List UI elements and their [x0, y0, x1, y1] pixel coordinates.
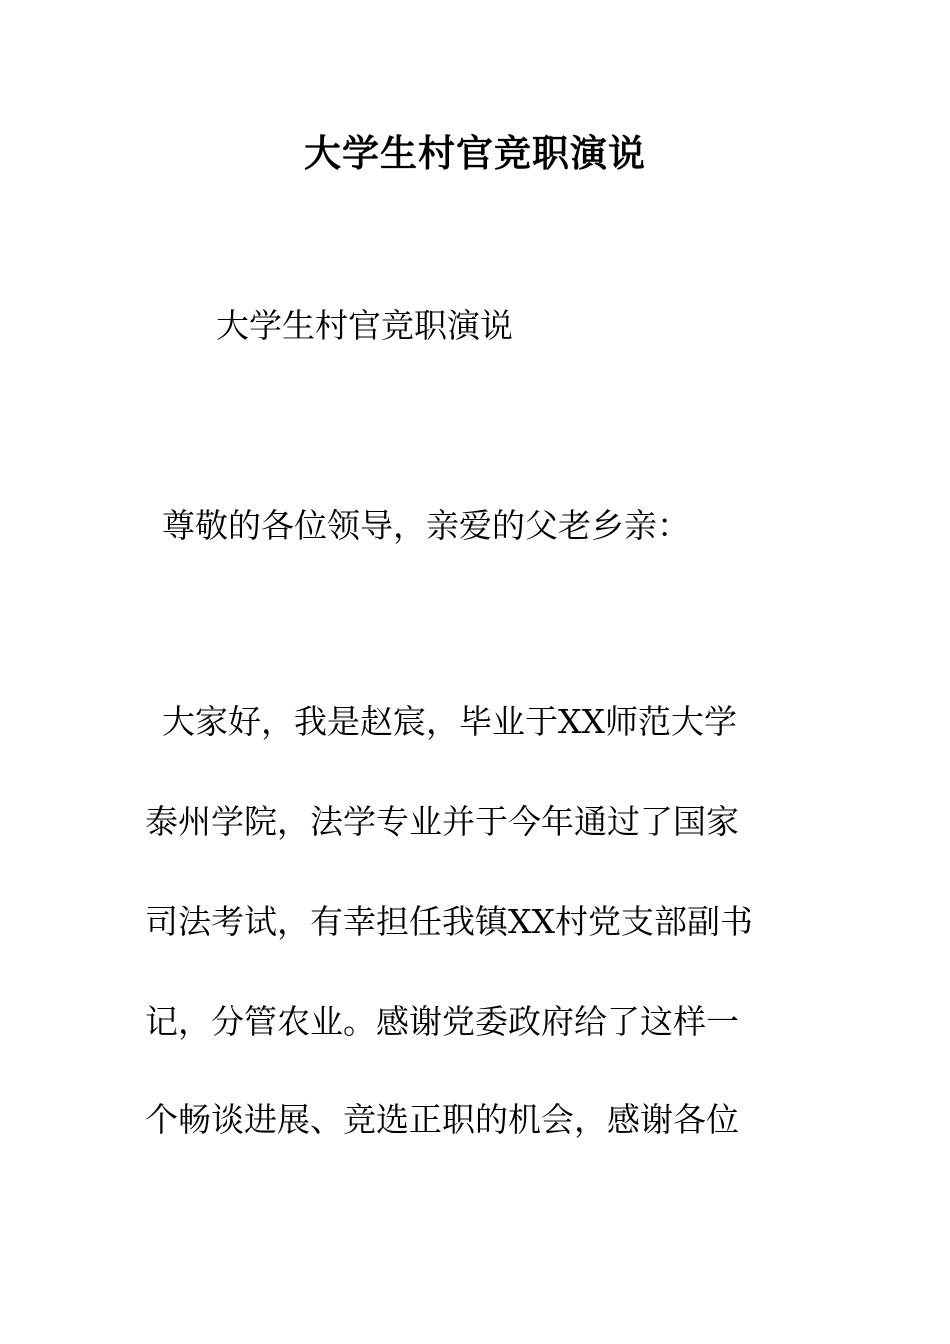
body-text-line: 个畅谈进展、竞选正职的机会，感谢各位 [145, 1100, 739, 1139]
body-text-line: 大家好，我是赵宸，毕业于XX师范大学 [162, 702, 737, 741]
salutation: 尊敬的各位领导，亲爱的父老乡亲： [162, 506, 690, 545]
document-title: 大学生村官竞职演说 [304, 131, 646, 175]
body-text-line: 司法考试，有幸担任我镇XX村党支部副书 [145, 902, 753, 941]
body-text-line: 泰州学院，法学专业并于今年通过了国家 [145, 802, 739, 841]
body-text-line: 记，分管农业。感谢党委政府给了这样一 [145, 1002, 739, 1041]
document-subtitle: 大学生村官竞职演说 [216, 306, 513, 345]
